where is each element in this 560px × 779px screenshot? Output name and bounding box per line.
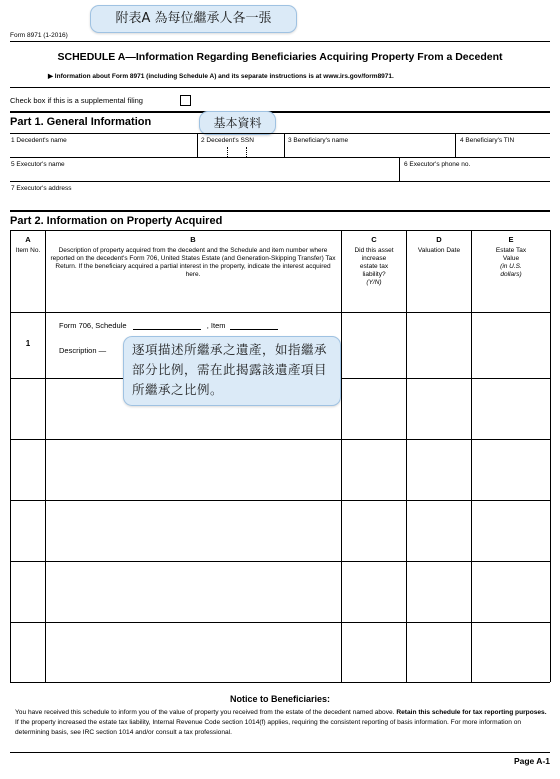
row1-description-label: Description — (59, 346, 107, 355)
form-number: Form 8971 (1-2016) (10, 32, 68, 39)
col-d-letter: D (436, 235, 442, 244)
col-d-text: Valuation Date (417, 247, 461, 254)
callout-schedule-per-beneficiary (90, 5, 297, 33)
schedule-input[interactable] (133, 320, 201, 330)
divider (399, 157, 400, 181)
beneficiary-tin-field[interactable]: 4 Beneficiary's TIN (460, 137, 515, 144)
executor-address-field[interactable]: 7 Executor's address (11, 185, 72, 192)
executor-name-field[interactable]: 5 Executor's name (11, 161, 65, 168)
notice-rest: If the property increased the estate tax liability, Internal Revenue Code section 1014(f) applies, requiring the consistent reporting of basis information. For more information on determining basis, see IRC section 1014 and/or consult a tax professional. (15, 719, 522, 736)
part1-top-rule (10, 111, 550, 113)
row-rule (10, 181, 550, 182)
col-d-header (407, 236, 471, 255)
ssn-dash-1 (227, 147, 228, 157)
col-c-letter: C (371, 235, 377, 244)
col-c-text: Did this asset increase estate tax liability? (354, 247, 394, 278)
table-top-rule (10, 230, 550, 231)
page-number: Page A-1 (513, 756, 550, 766)
col-b-header (50, 236, 336, 279)
col-divider-de (471, 230, 472, 682)
beneficiary-name-field[interactable]: 3 Beneficiary's name (288, 137, 349, 144)
executor-phone-field[interactable]: 6 Executor's phone no. (404, 161, 471, 168)
footer-rule (10, 752, 550, 753)
row1-item-number: 1 (25, 339, 31, 348)
row1-item-label: , Item (206, 321, 226, 330)
supplemental-checkbox[interactable] (180, 95, 191, 106)
col-b-text: Description of property acquired from the decedent and the Schedule and item number where reported on the decedent's Form 706, United States Estate (and Generation-Skipping Transfer) Tax Return. If the beneficiary acquired a partial interest in the property, indicate the interest acquired here. (50, 247, 336, 278)
item-input[interactable] (230, 320, 278, 330)
col-e-unit: (in U.S. dollars) (500, 263, 522, 278)
decedent-ssn-field[interactable]: 2 Decedent's SSN (201, 137, 254, 144)
notice-body (15, 708, 547, 738)
notice-line1: You have received this schedule to inform you of the value of property you received from the estate of the decedent named above. (15, 709, 395, 716)
table-right-border (550, 230, 551, 682)
col-a-letter: A (25, 235, 31, 244)
col-divider-bc (341, 230, 342, 682)
decedent-name-field[interactable]: 1 Decedent's name (11, 137, 67, 144)
part1-head-rule (10, 133, 550, 134)
ssn-dash-2 (246, 147, 247, 157)
col-divider-cd (406, 230, 407, 682)
rule-after-title (10, 87, 550, 88)
callout-text: 基本資料 (213, 116, 262, 130)
row-rule (10, 157, 550, 158)
callout-basic-info (199, 111, 276, 135)
table-row-rule (10, 500, 550, 501)
top-rule (10, 41, 550, 42)
col-e-text: Estate Tax Value (495, 247, 527, 262)
notice-bold: Retain this schedule for tax reporting purposes. (396, 709, 547, 716)
info-line: ▶ Information about Form 8971 (including Schedule A) and its separate instructions is at www.irs.gov/form8971. (48, 73, 394, 80)
callout-description (123, 336, 341, 406)
table-bottom-rule (10, 682, 550, 683)
part2-title: Part 2. Information on Property Acquired (10, 215, 223, 227)
divider (197, 133, 198, 157)
divider (284, 133, 285, 157)
row1-schedule-label: Form 706, Schedule (59, 321, 127, 330)
col-c-yn: (Y/N) (366, 279, 382, 286)
table-row-rule (10, 561, 550, 562)
supplemental-label: Check box if this is a supplemental filing (10, 96, 143, 105)
callout-text: 逐項描述所繼承之遺產，如指繼承部分比例，需在此揭露該遺產項目所繼承之比例。 (132, 342, 328, 397)
col-e-letter: E (508, 235, 514, 244)
table-left-border (10, 230, 11, 682)
callout-text: 附表A 為每位繼承人各一張 (115, 11, 272, 26)
part2-top-rule (10, 210, 550, 212)
col-a-header (11, 236, 45, 255)
col-e-header (472, 236, 550, 279)
schedule-title: SCHEDULE A—Information Regarding Beneficiaries Acquiring Property From a Decedent (57, 51, 503, 63)
col-a-text: Item No. (15, 247, 41, 254)
col-c-header (346, 236, 402, 287)
part1-title: Part 1. General Information (10, 116, 152, 128)
notice-title: Notice to Beneficiaries: (229, 694, 331, 704)
col-divider-ab (45, 230, 46, 682)
table-header-rule (10, 312, 550, 313)
col-b-letter: B (190, 235, 196, 244)
divider (455, 133, 456, 157)
row1-schedule-line (59, 320, 278, 330)
table-row-rule (10, 439, 550, 440)
table-row-rule (10, 622, 550, 623)
